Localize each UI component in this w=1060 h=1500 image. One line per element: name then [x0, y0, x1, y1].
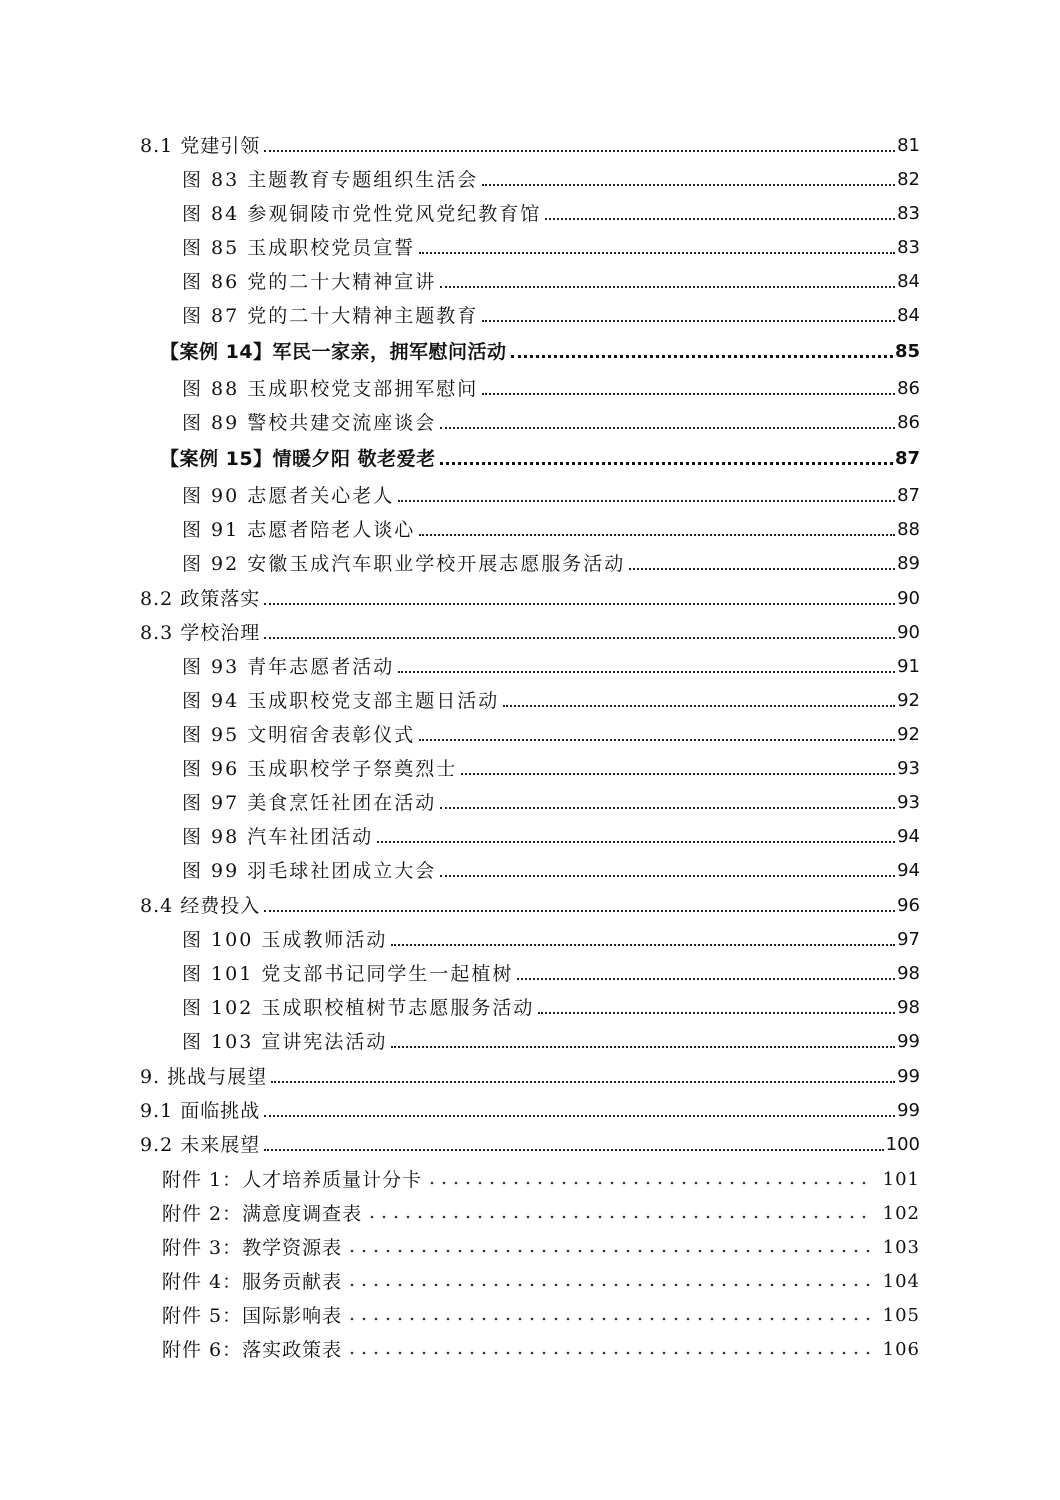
toc-entry-title: 图 84 参观铜陵市党性党风党纪教育馆	[182, 203, 542, 225]
toc-case-entry[interactable]	[160, 333, 920, 363]
toc-entry-page: 92	[897, 724, 920, 745]
toc-entry[interactable]	[182, 545, 920, 575]
toc-entry-title: 图 85 玉成职校党员宣誓	[182, 237, 416, 259]
dot-leader	[264, 910, 895, 912]
toc-entry[interactable]	[182, 818, 920, 848]
toc-entry[interactable]	[182, 750, 920, 780]
toc-entry-page: 94	[897, 860, 920, 881]
toc-entry-page: 90	[897, 622, 920, 643]
dot-leader	[398, 500, 895, 502]
toc-entry-page: 93	[897, 792, 920, 813]
toc-entry-title: 【案例 14】军民一家亲，拥军慰问活动	[160, 341, 507, 363]
toc-appendix-entry[interactable]	[162, 1263, 920, 1293]
toc-entry[interactable]	[140, 614, 920, 644]
toc-entry[interactable]	[140, 1126, 920, 1156]
toc-entry-page: 90	[897, 588, 920, 609]
toc-entry-page: 86	[897, 412, 920, 433]
toc-entry[interactable]	[182, 263, 920, 293]
toc-entry-title: 附件 3：教学资源表	[162, 1237, 343, 1259]
toc-entry-title: 图 90 志愿者关心老人	[182, 485, 395, 507]
toc-entry-page: 96	[897, 895, 920, 916]
toc-entry-title: 图 91 志愿者陪老人谈心	[182, 519, 416, 541]
toc-entry[interactable]	[140, 887, 920, 917]
toc-appendix-entry[interactable]	[162, 1161, 920, 1191]
dot-leader	[346, 1282, 871, 1288]
toc-entry-title: 图 93 青年志愿者活动	[182, 656, 395, 678]
dot-leader	[264, 1149, 883, 1151]
toc-entry[interactable]	[182, 195, 920, 225]
toc-entry-page: 83	[897, 237, 920, 258]
dot-leader	[511, 355, 893, 358]
toc-entry[interactable]	[182, 370, 920, 400]
toc-entry-page: 100	[885, 1134, 920, 1155]
dot-leader	[264, 603, 895, 605]
toc-entry-page: 84	[897, 305, 920, 326]
dot-leader	[391, 944, 895, 946]
dot-leader	[377, 841, 895, 843]
toc-entry-title: 附件 4：服务贡献表	[162, 1271, 343, 1293]
toc-entry-title: 图 87 党的二十大精神主题教育	[182, 305, 479, 327]
dot-leader	[538, 1012, 895, 1014]
toc-entry[interactable]	[182, 297, 920, 327]
toc-entry-page: 87	[894, 448, 920, 469]
dot-leader	[629, 568, 895, 570]
toc-entry-title: 附件 1：人才培养质量计分卡	[162, 1169, 423, 1191]
toc-entry[interactable]	[182, 784, 920, 814]
dot-leader	[440, 286, 895, 288]
toc-entry-title: 图 89 警校共建交流座谈会	[182, 412, 437, 434]
toc-entry[interactable]	[182, 682, 920, 712]
toc-entry-title: 附件 6：落实政策表	[162, 1339, 343, 1361]
toc-entry-page: 104	[882, 1271, 920, 1292]
toc-case-entry[interactable]	[160, 440, 920, 470]
toc-entry-title: 图 95 文明宿舍表彰仪式	[182, 724, 416, 746]
dot-leader	[482, 393, 895, 395]
toc-appendix-entry[interactable]	[162, 1331, 920, 1361]
toc-entry-title: 图 99 羽毛球社团成立大会	[182, 860, 437, 882]
dot-leader	[440, 807, 895, 809]
dot-leader	[482, 184, 895, 186]
toc-appendix-entry[interactable]	[162, 1297, 920, 1327]
toc-entry-page: 83	[897, 203, 920, 224]
dot-leader	[391, 1046, 895, 1048]
dot-leader	[271, 1081, 895, 1083]
toc-entry-title: 图 88 玉成职校党支部拥军慰问	[182, 378, 479, 400]
toc-entry-title: 图 103 宣讲宪法活动	[182, 1031, 388, 1053]
toc-entry-title: 图 94 玉成职校党支部主题日活动	[182, 690, 500, 712]
toc-appendix-entry[interactable]	[162, 1195, 920, 1225]
toc-entry-title: 8.1 党建引领	[140, 135, 261, 157]
dot-leader	[419, 739, 895, 741]
dot-leader	[346, 1350, 871, 1356]
toc-entry-page: 99	[897, 1031, 920, 1052]
dot-leader	[440, 462, 893, 465]
dot-leader	[440, 427, 895, 429]
dot-leader	[419, 252, 895, 254]
toc-entry-page: 86	[897, 378, 920, 399]
toc-entry-page: 106	[882, 1339, 920, 1360]
toc-entry-page: 103	[882, 1237, 920, 1258]
toc-entry[interactable]	[140, 580, 920, 610]
dot-leader	[545, 218, 895, 220]
toc-entry-page: 82	[897, 169, 920, 190]
toc-entry-page: 93	[897, 758, 920, 779]
toc-entry[interactable]	[140, 127, 920, 157]
dot-leader	[346, 1316, 871, 1322]
toc-entry-title: 9.1 面临挑战	[140, 1100, 261, 1122]
toc-entry[interactable]	[182, 989, 920, 1019]
toc-entry-title: 8.2 政策落实	[140, 588, 261, 610]
toc-appendix-entry[interactable]	[162, 1229, 920, 1259]
toc-entry-title: 附件 2：满意度调查表	[162, 1203, 363, 1225]
dot-leader	[264, 150, 895, 152]
toc-entry-page: 88	[897, 519, 920, 540]
toc-entry[interactable]	[182, 648, 920, 678]
toc-entry-title: 图 86 党的二十大精神宣讲	[182, 271, 437, 293]
toc-entry-page: 99	[897, 1100, 920, 1121]
toc-entry-title: 图 97 美食烹饪社团在活动	[182, 792, 437, 814]
toc-entry-title: 8.4 经费投入	[140, 895, 261, 917]
toc-entry-title: 图 83 主题教育专题组织生活会	[182, 169, 479, 191]
toc-entry-page: 101	[882, 1169, 920, 1190]
toc-entry-title: 图 96 玉成职校学子祭奠烈士	[182, 758, 458, 780]
toc-entry[interactable]	[140, 1092, 920, 1122]
toc-entry[interactable]	[182, 161, 920, 191]
dot-leader	[517, 978, 895, 980]
toc-entry-page: 105	[882, 1305, 920, 1326]
toc-entry-page: 91	[897, 656, 920, 677]
toc-entry-page: 81	[897, 135, 920, 156]
dot-leader	[346, 1248, 871, 1254]
toc-entry[interactable]	[182, 229, 920, 259]
dot-leader	[503, 705, 895, 707]
dot-leader	[426, 1180, 871, 1186]
toc-entry-page: 97	[897, 929, 920, 950]
toc-entry[interactable]	[182, 852, 920, 882]
toc-entry-title: 9.2 未来展望	[140, 1134, 261, 1156]
toc-entry-title: 图 101 党支部书记同学生一起植树	[182, 963, 514, 985]
toc-entry[interactable]	[140, 1058, 920, 1088]
toc-entry-page: 99	[897, 1066, 920, 1087]
toc-entry-page: 85	[894, 341, 920, 362]
toc-entry[interactable]	[182, 511, 920, 541]
toc-entry-page: 102	[882, 1203, 920, 1224]
toc-entry-title: 图 92 安徽玉成汽车职业学校开展志愿服务活动	[182, 553, 626, 575]
toc-entry-title: 8.3 学校治理	[140, 622, 261, 644]
toc-entry[interactable]	[182, 921, 920, 951]
dot-leader	[482, 320, 895, 322]
toc-entry[interactable]	[182, 477, 920, 507]
toc-entry[interactable]	[182, 955, 920, 985]
toc-entry-title: 图 98 汽车社团活动	[182, 826, 374, 848]
toc-entry-page: 84	[897, 271, 920, 292]
toc-entry-page: 92	[897, 690, 920, 711]
toc-entry[interactable]	[182, 716, 920, 746]
dot-leader	[264, 1115, 895, 1117]
toc-entry-title: 9. 挑战与展望	[140, 1066, 268, 1088]
dot-leader	[366, 1214, 871, 1220]
toc-entry-title: 图 100 玉成教师活动	[182, 929, 388, 951]
toc-entry-page: 98	[897, 963, 920, 984]
dot-leader	[264, 637, 895, 639]
toc-entry[interactable]	[182, 1023, 920, 1053]
toc-entry-title: 图 102 玉成职校植树节志愿服务活动	[182, 997, 535, 1019]
dot-leader	[440, 875, 895, 877]
dot-leader	[419, 534, 895, 536]
dot-leader	[461, 773, 895, 775]
toc-entry-page: 94	[897, 826, 920, 847]
dot-leader	[398, 671, 895, 673]
toc-entry-title: 附件 5：国际影响表	[162, 1305, 343, 1327]
toc-entry-page: 89	[897, 553, 920, 574]
toc-entry[interactable]	[182, 404, 920, 434]
toc-entry-page: 87	[897, 485, 920, 506]
toc-entry-page: 98	[897, 997, 920, 1018]
toc-entry-title: 【案例 15】情暖夕阳 敬老爱老	[160, 448, 436, 470]
